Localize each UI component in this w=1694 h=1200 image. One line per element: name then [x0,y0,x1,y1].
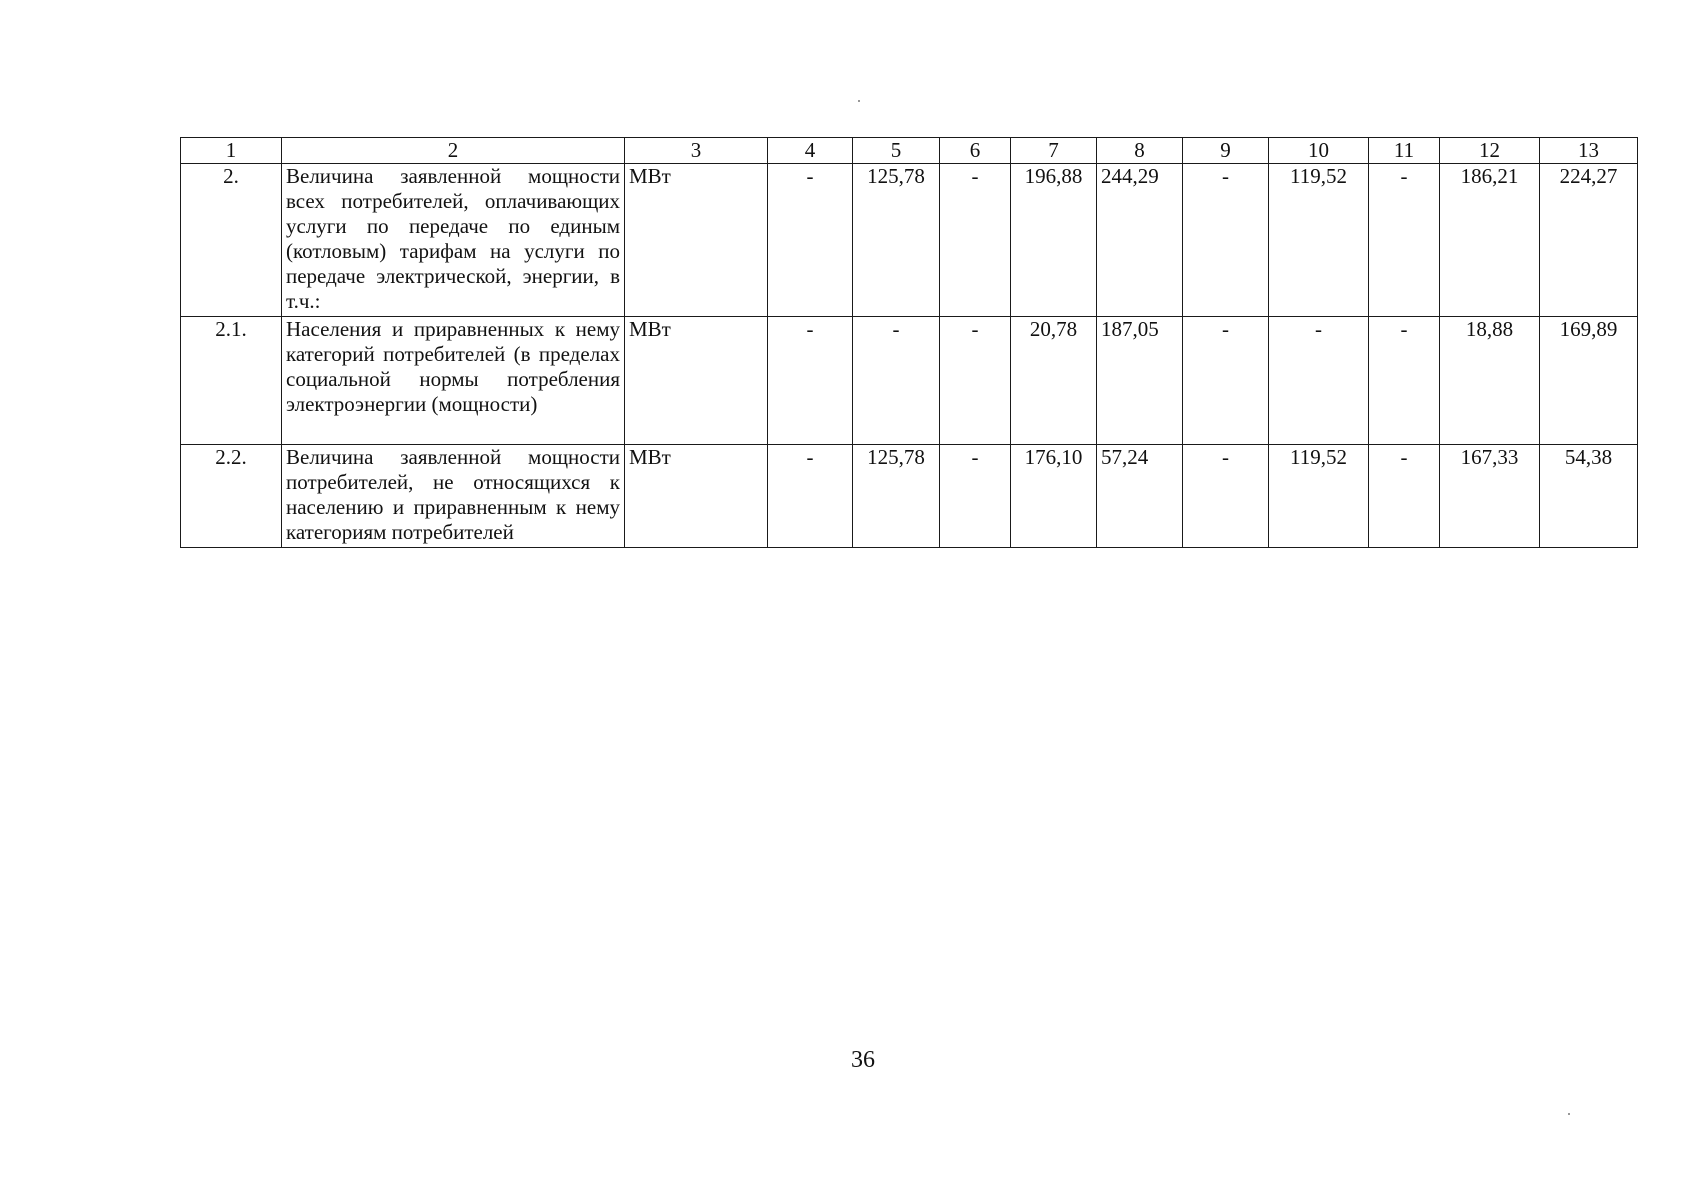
cell-c12: 18,88 [1440,317,1540,445]
cell-c4: - [768,164,853,317]
scan-speck [858,100,860,102]
cell-c13: 54,38 [1540,445,1638,548]
cell-c13: 224,27 [1540,164,1638,317]
page-number: 36 [851,1047,875,1073]
row-number: 2.1. [181,317,282,445]
cell-c8: 244,29 [1097,164,1183,317]
cell-c11: - [1369,445,1440,548]
cell-c13: 169,89 [1540,317,1638,445]
cell-c5: - [853,317,940,445]
cell-c7: 176,10 [1011,445,1097,548]
data-table [180,137,1638,548]
header-cell: 10 [1269,138,1369,164]
header-cell: 2 [282,138,625,164]
header-row [181,138,1638,164]
row-unit: МВт [625,445,768,548]
row-number: 2. [181,164,282,317]
cell-c12: 167,33 [1440,445,1540,548]
table-row [181,164,1638,317]
cell-c8: 57,24 [1097,445,1183,548]
cell-c11: - [1369,164,1440,317]
cell-c9: - [1183,164,1269,317]
cell-c9: - [1183,445,1269,548]
header-cell: 9 [1183,138,1269,164]
cell-c8: 187,05 [1097,317,1183,445]
table-row [181,317,1638,445]
header-cell: 3 [625,138,768,164]
header-cell: 12 [1440,138,1540,164]
cell-c5: 125,78 [853,445,940,548]
cell-c4: - [768,445,853,548]
cell-c10: 119,52 [1269,445,1369,548]
cell-c10: - [1269,317,1369,445]
row-number: 2.2. [181,445,282,548]
cell-c4: - [768,317,853,445]
header-cell: 6 [940,138,1011,164]
header-cell: 5 [853,138,940,164]
scan-speck [1568,1113,1570,1115]
row-unit: МВт [625,317,768,445]
cell-c5: 125,78 [853,164,940,317]
row-description: Величина заявленной мощности потребителей, не относящихся к населению и приравненным к нему категориям потребителей [282,445,625,548]
cell-c10: 119,52 [1269,164,1369,317]
table-row [181,445,1638,548]
cell-c7: 20,78 [1011,317,1097,445]
cell-c11: - [1369,317,1440,445]
row-unit: МВт [625,164,768,317]
row-description: Населения и приравненных к нему категорий потребителей (в пределах социальной нормы потребления электроэнергии (мощности) [282,317,625,445]
header-cell: 13 [1540,138,1638,164]
cell-c6: - [940,445,1011,548]
cell-c6: - [940,164,1011,317]
header-cell: 4 [768,138,853,164]
header-cell: 11 [1369,138,1440,164]
header-cell: 8 [1097,138,1183,164]
header-cell: 7 [1011,138,1097,164]
cell-c7: 196,88 [1011,164,1097,317]
row-description: Величина заявленной мощности всех потребителей, оплачивающих услуги по передаче по единым (котловым) тарифам на услуги по передаче электрической, энергии, в т.ч.: [282,164,625,317]
header-cell: 1 [181,138,282,164]
cell-c12: 186,21 [1440,164,1540,317]
cell-c6: - [940,317,1011,445]
cell-c9: - [1183,317,1269,445]
